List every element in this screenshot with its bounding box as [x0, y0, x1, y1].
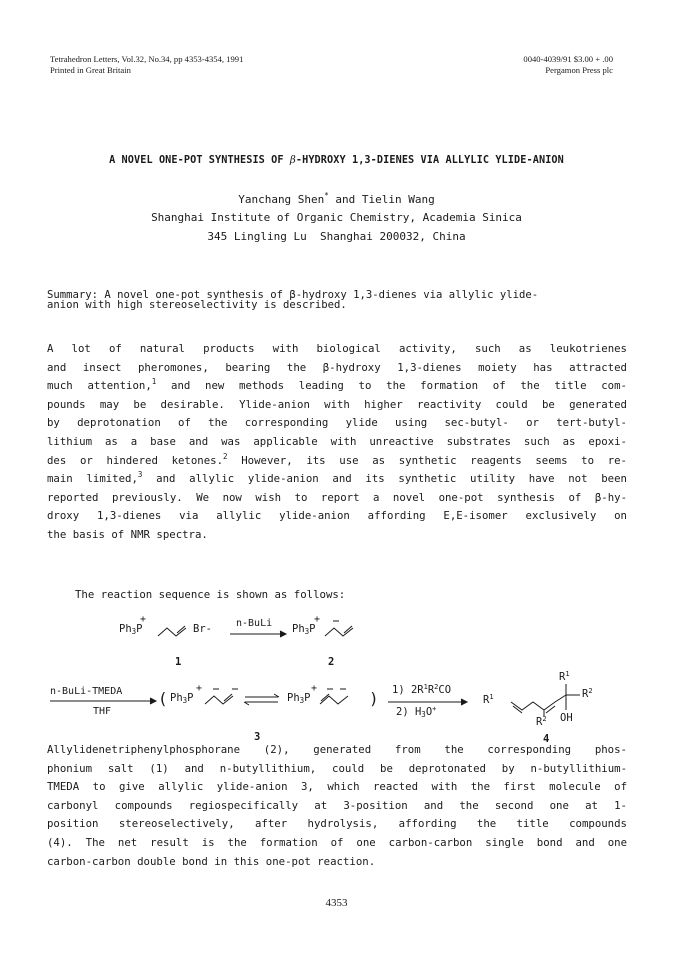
compound-label-3: 3 [254, 731, 261, 743]
journal-header [50, 54, 243, 76]
ylide-right [320, 696, 348, 704]
arrow-3-head [461, 699, 467, 705]
results-paragraph [47, 741, 627, 871]
text-segment: des or hindered ketones. [47, 453, 224, 467]
text-line [47, 377, 627, 396]
equilibrium-top-head [274, 694, 279, 697]
reagent-nbuli-tmeda: n-BuLi-TMEDA [50, 686, 123, 697]
text-line: lithium as a base and was applicable with unreactive substrates such as epoxi- [47, 434, 627, 448]
ylide-right-dbl [321, 694, 329, 701]
price-header [523, 54, 613, 76]
solvent-thf: THF [93, 706, 112, 717]
text-line [47, 452, 627, 471]
step-1-reagent: 1) $2R^1R^2CO$ [392, 683, 452, 696]
summary-line: Summary: A novel one-pot synthesis of β-hydroxy 1,3-dienes via allylic ylide- [47, 289, 539, 301]
product-dbl-1 [513, 706, 522, 713]
product-r1-top: $R^1$ [559, 670, 570, 683]
scheme-intro: The reaction sequence is shown as follows: [75, 588, 346, 601]
double-bond-1 [177, 626, 185, 633]
text-line: reported previously. We now wish to report a novel one-pot synthesis of β-hy- [47, 490, 627, 504]
reference-mark: 2 [223, 451, 228, 461]
double-bond-2 [344, 626, 352, 633]
text-line: phonium salt (1) and n-butyllithium, could be deprotonated by n-butyllithium- [47, 761, 627, 775]
page-number: 4353 [325, 897, 348, 909]
text-line: A lot of natural products with biological activity, such as leukotrienes [47, 342, 627, 355]
text-line: carbonyl compounds regiospecifically at 3-position and the second one at 1- [47, 798, 627, 812]
ylide-2: $Ph_3P$ [292, 623, 316, 636]
text-line: droxy 1,3-dienes via allylic ylide-anion affording E,E-isomer exclusively on [47, 509, 627, 523]
step-2-reagent: 2) $H_3O^+$ [396, 705, 437, 719]
phosphonium-salt: $Ph_3P$ [119, 623, 143, 636]
plus-charge-2: + [314, 614, 321, 625]
reference-mark: 3 [137, 470, 143, 480]
text-line: the basis of NMR spectra. [47, 527, 208, 541]
plus-charge-3a: + [196, 683, 203, 694]
plus-charge-3b: + [311, 683, 318, 694]
arrow-2-head [150, 698, 156, 704]
product-dbl-2 [546, 706, 555, 713]
compound-label-4: 4 [543, 733, 550, 745]
summary-line: anion with high stereoselectivity is described. [47, 299, 347, 311]
bracket-right: ) [369, 689, 379, 708]
printed-in: Printed in Great Britain [50, 65, 131, 75]
text-line: TMEDA to give allylic ylide-anion 3, which reacted with the first molecule of [47, 780, 627, 794]
affiliation-line-2: 345 Lingling Lu Shanghai 200032, China [207, 230, 466, 243]
text-line: and insect pheromones, bearing the β-hydroxy 1,3-dienes moiety has attracted [47, 360, 627, 374]
product-r2-bottom: $R^2$ [536, 715, 547, 728]
product-r1-left: $R^1$ [483, 693, 494, 706]
plus-charge-1: + [140, 614, 147, 625]
text-line: carbon-carbon double bond in this one-pot reaction. [47, 854, 376, 868]
ylide-anion-a: $Ph_3P$ [170, 692, 194, 705]
product-hydroxyl: OH [560, 712, 573, 724]
paper-title: A NOVEL ONE-POT SYNTHESIS OF β-HYDROXY 1,3-DIENES VIA ALLYLIC YLIDE-ANION [109, 155, 564, 166]
text-line: by deprotonation of the corresponding ylide using sec-butyl- or tert-butyl- [47, 416, 627, 430]
allyl-bond-1 [158, 628, 186, 636]
text-segment: However, its use as synthetic reagents seems to re- [227, 453, 627, 467]
product-chain [511, 695, 566, 710]
text-line [47, 470, 627, 489]
author-line: Yanchang Shen* and Tielin Wang [238, 191, 435, 206]
summary [47, 290, 637, 310]
text-segment: much attention, [47, 379, 152, 393]
text-segment: and new methods leading to the formation of the title com- [156, 379, 627, 393]
equilibrium-bottom-head [244, 702, 249, 705]
corresponding-mark: * [324, 191, 329, 200]
bromide: Br- [193, 623, 212, 635]
arrow-1-head [280, 631, 286, 637]
ylide-left [205, 696, 233, 704]
reference-mark: 1 [151, 377, 157, 387]
text-line: position stereoselectively, after hydrolysis, affording the title compounds [47, 817, 627, 831]
text-line: (4). The net result is the formation of one carbon-carbon single bond and one [47, 835, 627, 849]
publisher: Pergamon Press plc [545, 65, 613, 75]
text-segment: and allylic ylide-anion and its synthetic utility have not been [142, 472, 627, 486]
affiliation-line-1: Shanghai Institute of Organic Chemistry, Academia Sinica [151, 211, 522, 224]
text-line: Allylidenetriphenylphosphorane (2), generated from the corresponding phos- [47, 743, 627, 756]
compound-label-1: 1 [175, 656, 182, 668]
journal-citation: Tetrahedron Letters, Vol.32, No.34, pp 4353-4354, 1991 [50, 54, 244, 64]
compound-label-2: 2 [328, 656, 335, 668]
ylide-left-dbl [224, 694, 232, 701]
intro-paragraph [47, 340, 627, 545]
ylide-anion-b: $Ph_3P$ [287, 692, 311, 705]
bracket-left: ( [158, 689, 168, 708]
text-segment: main limited, [47, 472, 138, 486]
allyl-bond-2 [325, 628, 353, 636]
issn-price: 0040-4039/91 $3.00 + .00 [523, 54, 613, 64]
text-line: pounds may be desirable. Ylide-anion with higher reactivity could be generated [47, 397, 627, 411]
reagent-nbuli: n-BuLi [236, 618, 273, 629]
product-r2-right: $R^2$ [582, 687, 593, 700]
